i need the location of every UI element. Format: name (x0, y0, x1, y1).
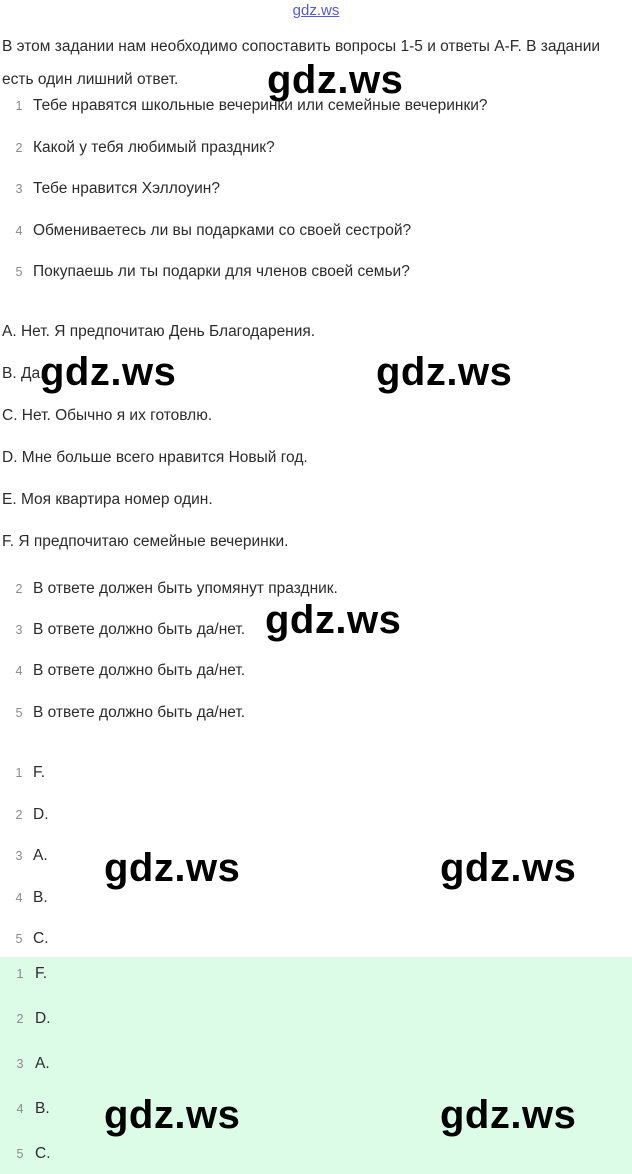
answer-option: E. Моя квартира номер один. (2, 491, 213, 508)
hint-text: В ответе должно быть да/нет. (33, 662, 246, 679)
watermark: gdz.ws (104, 846, 241, 890)
question-number: 4 (15, 224, 23, 238)
watermark: gdz.ws (440, 846, 577, 890)
watermark: gdz.ws (40, 350, 177, 394)
final-answer-number: 2 (16, 1012, 24, 1026)
solution-number: 1 (15, 766, 23, 780)
solution-number: 2 (15, 808, 23, 822)
question-text: Какой у тебя любимый праздник? (33, 139, 275, 156)
question-text: Покупаешь ли ты подарки для членов своей семьи? (33, 263, 410, 280)
final-answer-number: 4 (16, 1102, 24, 1116)
answer-option: F. Я предпочитаю семейные вечеринки. (2, 533, 289, 550)
final-answer-text: A. (35, 1055, 50, 1072)
solution-text: C. (33, 930, 49, 947)
final-answer-number: 1 (16, 967, 24, 981)
watermark: gdz.ws (376, 350, 513, 394)
answer-option: C. Нет. Обычно я их готовлю. (2, 407, 213, 424)
task-intro: В этом задании нам необходимо сопоставить вопросы 1-5 и ответы A-F. В задании есть один лишний ответ. (2, 38, 601, 88)
question-number: 3 (15, 182, 23, 196)
solution-text: B. (33, 889, 48, 906)
question-number: 1 (15, 99, 23, 113)
watermark: gdz.ws (267, 58, 404, 102)
hint-text: В ответе должно быть да/нет. (33, 704, 246, 721)
watermark: gdz.ws (440, 1093, 577, 1137)
final-answer-number: 3 (16, 1057, 24, 1071)
solution-text: F. (33, 764, 46, 781)
question-text: Обмениваетесь ли вы подарками со своей сестрой? (33, 222, 412, 239)
final-answer-text: F. (35, 965, 48, 982)
solution-number: 5 (15, 932, 23, 946)
final-answer-text: D. (35, 1010, 51, 1027)
hint-number: 3 (15, 623, 23, 637)
final-answer-block (0, 957, 632, 1174)
hint-number: 5 (15, 706, 23, 720)
question-text: Тебе нравятся школьные вечеринки или семейные вечеринки? (33, 97, 488, 114)
final-answer-number: 5 (16, 1147, 24, 1161)
hint-number: 4 (15, 664, 23, 678)
watermark: gdz.ws (265, 598, 402, 642)
solution-number: 3 (15, 849, 23, 863)
site-link[interactable]: gdz.ws (292, 2, 340, 19)
hint-text: В ответе должен быть упомянут праздник. (33, 580, 338, 597)
question-number: 5 (15, 265, 23, 279)
question-number: 2 (15, 141, 23, 155)
solution-text: D. (33, 806, 49, 823)
hint-number: 2 (15, 582, 23, 596)
answer-option: D. Мне больше всего нравится Новый год. (2, 449, 308, 466)
watermark: gdz.ws (104, 1093, 241, 1137)
solution-text: A. (33, 847, 48, 864)
final-answer-text: C. (35, 1145, 51, 1162)
final-answer-text: B. (35, 1100, 50, 1117)
answer-option: A. Нет. Я предпочитаю День Благодарения. (2, 323, 316, 340)
question-text: Тебе нравится Хэллоуин? (33, 180, 220, 197)
hint-text: В ответе должно быть да/нет. (33, 621, 246, 638)
answer-option: B. Да. (2, 365, 45, 382)
solution-number: 4 (15, 891, 23, 905)
